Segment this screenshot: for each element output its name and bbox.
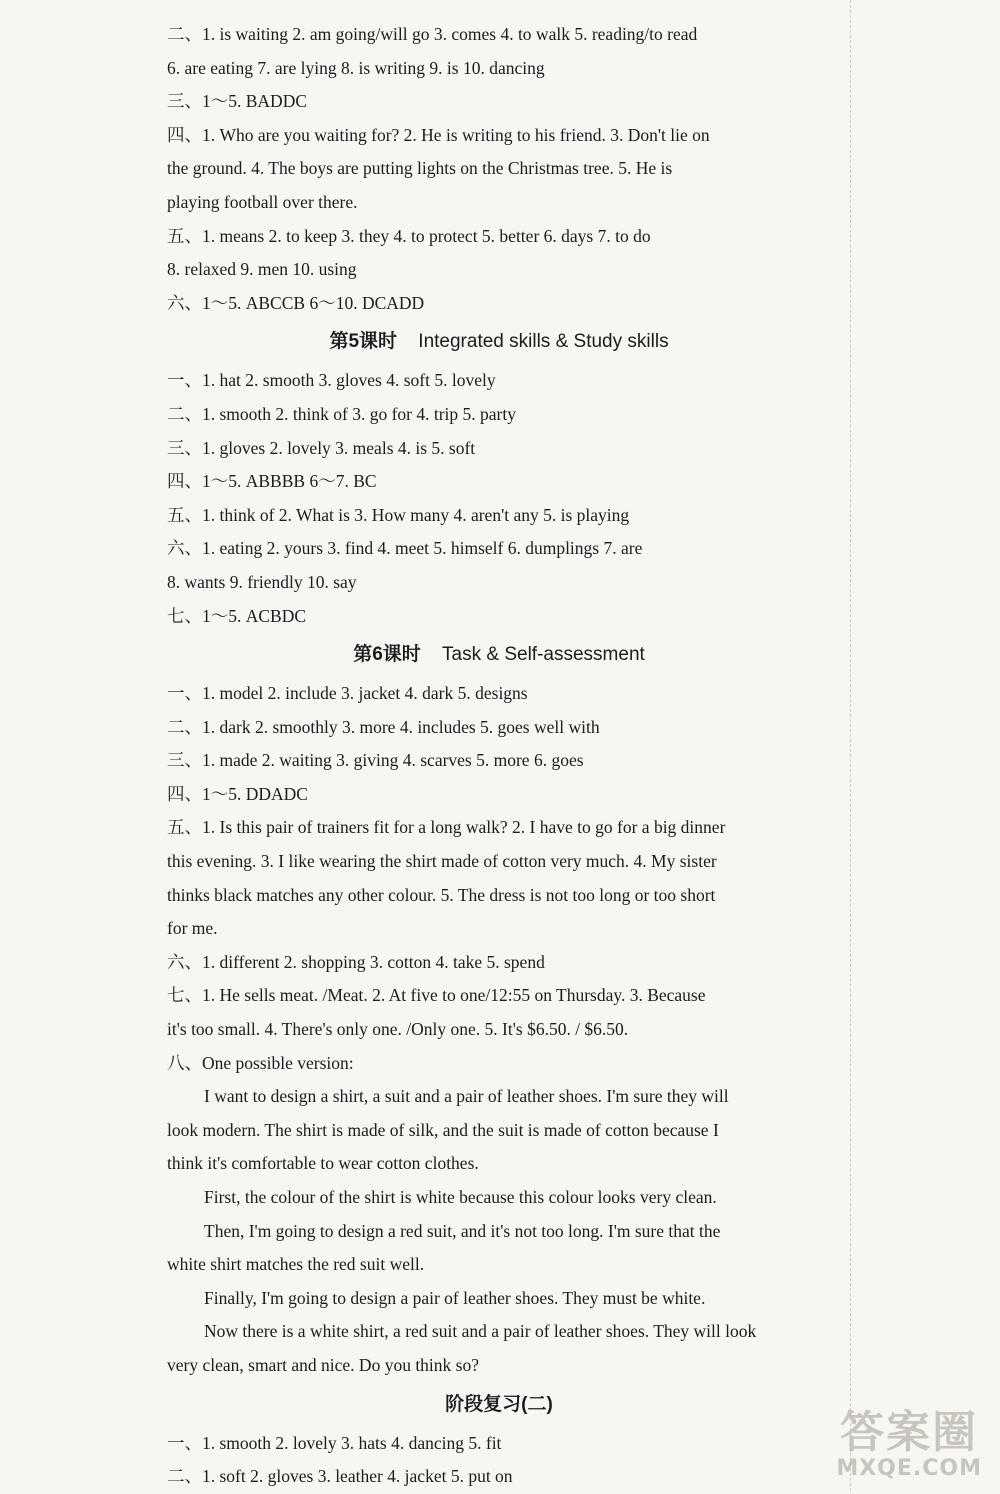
watermark-url: MXQE.COM xyxy=(836,1456,982,1481)
answer-line: 一、1. model 2. include 3. jacket 4. dark 5. designs xyxy=(167,683,528,704)
answer-line: 四、1～5. DDADC xyxy=(167,783,308,804)
answer-line: 8. wants 9. friendly 10. say xyxy=(167,571,357,592)
lesson6-title-zh: 第6课时 xyxy=(353,644,421,666)
lesson5-title-zh: 第5课时 xyxy=(329,331,398,353)
answer-line: 6. are eating 7. are lying 8. is writing 9. is 10. dancing xyxy=(167,57,545,78)
answer-line: 六、1. different 2. shopping 3. cotton 4. take 5. spend xyxy=(167,951,545,972)
review-answers xyxy=(167,1427,831,1494)
answer-line: 六、1. eating 2. yours 3. find 4. meet 5. himself 6. dumplings 7. are xyxy=(167,538,643,559)
answer-line: 八、One possible version: xyxy=(167,1052,354,1073)
essay-line: Then, I'm going to design a red suit, and it's not too long. I'm sure that the xyxy=(204,1220,721,1241)
answer-line: thinks black matches any other colour. 5. The dress is not too long or too short xyxy=(167,884,716,905)
watermark-logo-text: 答案圈 xyxy=(840,1407,979,1458)
lesson6-title-en: Task & Self-assessment xyxy=(442,644,645,666)
answer-line: this evening. 3. I like wearing the shirt made of cotton very much. 4. My sister xyxy=(167,851,717,872)
answer-line: playing football over there. xyxy=(167,191,358,212)
essay-line: I want to design a shirt, a suit and a pair of leather shoes. I'm sure they will xyxy=(204,1086,729,1107)
answer-line: 三、1. gloves 2. lovely 3. meals 4. is 5. soft xyxy=(167,437,476,458)
page-edge-divider xyxy=(850,0,851,1491)
lesson5-title-en: Integrated skills & Study skills xyxy=(418,331,669,353)
answer-content xyxy=(167,18,831,1494)
essay-line: very clean, smart and nice. Do you think so? xyxy=(167,1354,479,1375)
answer-line: the ground. 4. The boys are putting lights on the Christmas tree. 5. He is xyxy=(167,158,673,179)
answer-line: 三、1. made 2. waiting 3. giving 4. scarves 5. more 6. goes xyxy=(167,750,584,771)
essay-line: look modern. The shirt is made of silk, and the suit is made of cotton because I xyxy=(167,1119,719,1140)
answer-line: for me. xyxy=(167,918,218,939)
sample-essay xyxy=(167,1080,831,1382)
answer-line: 8. relaxed 9. men 10. using xyxy=(167,259,357,280)
answer-line: 五、1. Is this pair of trainers fit for a long walk? 2. I have to go for a big dinner xyxy=(167,817,726,838)
review-heading xyxy=(167,1384,831,1426)
answer-line: 一、1. hat 2. smooth 3. gloves 4. soft 5. lovely xyxy=(167,370,496,391)
site-watermark xyxy=(836,1407,982,1481)
lesson5-answers xyxy=(167,364,831,633)
answer-line: 四、1. Who are you waiting for? 2. He is writing to his friend. 3. Don't lie on xyxy=(167,124,710,145)
essay-line: First, the colour of the shirt is white because this colour looks very clean. xyxy=(204,1187,717,1207)
lesson5-heading xyxy=(167,321,831,363)
answer-line: 二、1. smooth 2. think of 3. go for 4. trip 5. party xyxy=(167,403,517,424)
essay-line: white shirt matches the red suit well. xyxy=(167,1254,425,1275)
answer-line: 五、1. means 2. to keep 3. they 4. to protect 5. better 6. days 7. to do xyxy=(167,225,651,246)
lesson6-answers xyxy=(167,677,831,1080)
review-title-zh: 阶段复习(二) xyxy=(445,1393,553,1415)
answer-line: 五、1. think of 2. What is 3. How many 4. aren't any 5. is playing xyxy=(167,504,630,525)
unit-answers-continued xyxy=(167,18,831,320)
essay-line: Now there is a white shirt, a red suit and a pair of leather shoes. They will look xyxy=(204,1321,757,1342)
answer-line: 二、1. dark 2. smoothly 3. more 4. includes 5. goes well with xyxy=(167,716,600,737)
answer-line: it's too small. 4. There's only one. /Only one. 5. It's $6.50. / $6.50. xyxy=(167,1019,629,1040)
answer-line: 二、1. is waiting 2. am going/will go 3. comes 4. to walk 5. reading/to read xyxy=(167,24,698,44)
answer-line: 二、1. soft 2. gloves 3. leather 4. jacket 5. put on xyxy=(167,1466,513,1487)
answer-line: 七、1. He sells meat. /Meat. 2. At five to one/12:55 on Thursday. 3. Because xyxy=(167,985,706,1006)
answer-line: 一、1. smooth 2. lovely 3. hats 4. dancing 5. fit xyxy=(167,1432,502,1453)
lesson6-heading xyxy=(167,634,831,676)
essay-line: think it's comfortable to wear cotton clothes. xyxy=(167,1153,479,1174)
answer-line: 六、1～5. ABCCB 6～10. DCADD xyxy=(167,292,425,313)
answer-line: 四、1～5. ABBBB 6～7. BC xyxy=(167,471,377,492)
essay-line: Finally, I'm going to design a pair of leather shoes. They must be white. xyxy=(204,1287,706,1308)
answer-line: 七、1～5. ACBDC xyxy=(167,605,307,626)
answer-line: 三、1～5. BADDC xyxy=(167,91,308,112)
